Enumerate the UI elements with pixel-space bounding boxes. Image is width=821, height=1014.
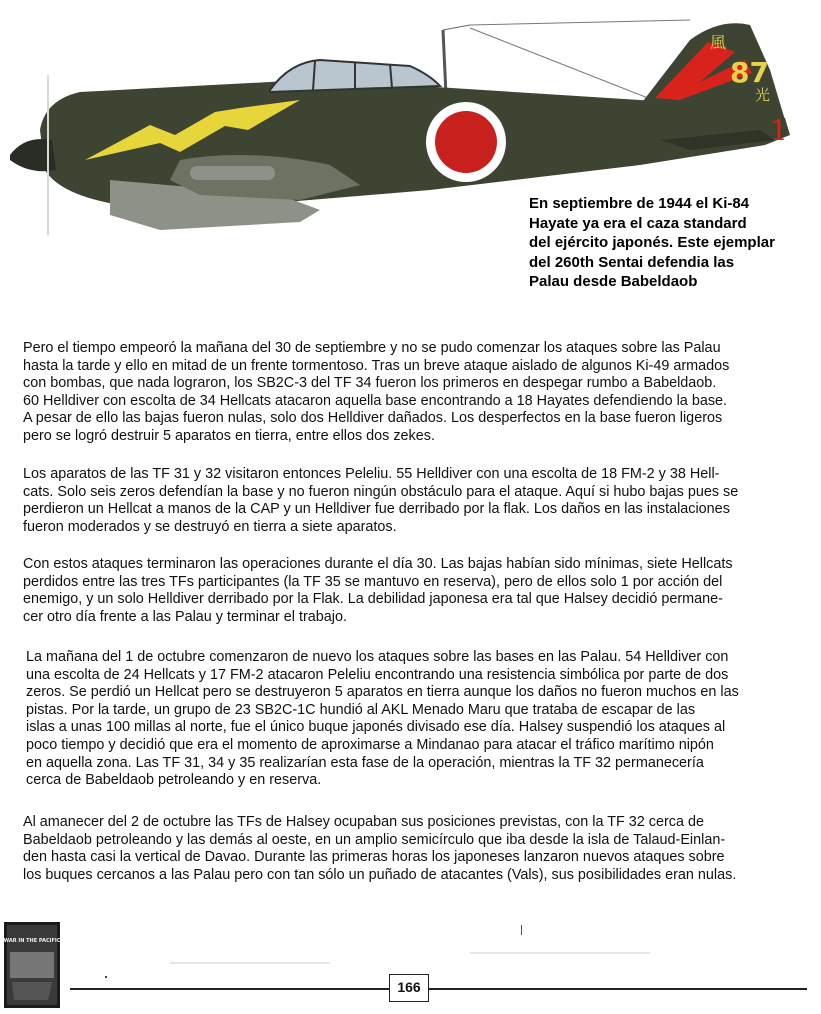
paragraph-line: con bombas, que nada lograron, los SB2C-3 del TF 34 fueron los primeros en despegar rumbo a Babeldaob. [23,375,717,392]
paragraph-line: Con estos ataques terminaron las operaciones durante el día 30. Las bajas habían sido mínimas, siete Hellcats [23,556,733,572]
paragraph-line: Babeldaob petroleando y las demás al oeste, en un amplio semicírculo que iba desde la isla de Talaud-Einlan- [23,831,726,848]
page-number: 166 [389,974,429,1002]
paragraph-line: A pesar de ello las bajas fueron nulas, solo dos Helldiver dañados. Los desperfectos en la base fueron ligeros [23,410,723,427]
paragraph-line: los buques cercanos a las Palau pero con tan sólo un puñado de atacantes (Vals), sus posibilidades eran nulas. [23,866,737,883]
hinomaru-red [435,111,497,173]
antenna-wire [443,25,470,30]
scan-artifact [470,952,650,954]
caption-line: del ejército japonés. Este ejemplar [529,234,775,251]
caption-line: Hayate ya era el caza standard [529,214,747,232]
paragraph-line: en aquella zona. Las TF 31, 34 y 35 realizarían esta fase de la operación, mientras la TF 32 permanecería [26,754,704,771]
paragraph-line: den hasta casi la vertical de Davao. Durante las primeras horas los japoneses lanzaron nuevos ataques sobre [23,849,725,866]
footer-rule [70,988,807,990]
paragraph-line: fueron moderados y se destruyó en tierra a siete aparatos. [23,518,397,535]
scan-artifact [170,962,330,964]
body-paragraph [23,814,798,884]
antenna-wire-aft [470,20,690,25]
paragraph-line: perdidos entre las tres TFs participantes (la TF 35 se mantuvo en reserva), pero de ellos solo 1 por acción del [23,573,723,590]
tail-kanji-top: 風 [710,33,727,52]
paragraph-line: perdieron un Hellcat a manos de la CAP y un Helldiver fue derribado por la flak. Los daños en las instalaciones [23,501,730,518]
paragraph-line: La mañana del 1 de octubre comenzaron de nuevo los ataques sobre las bases en las Palau. 54 Helldiver con [26,649,729,665]
propeller-spinner [10,139,56,171]
antenna-wire-rear [470,28,648,98]
paragraph-line: poco tiempo y decidió que era el momento de aproximarse a Mindanao para atacar el tráfico marítimo nipón [26,736,714,753]
scan-dot [105,976,107,978]
paragraph-line: Los aparatos de las TF 31 y 32 visitaron entonces Peleliu. 55 Helldiver con una escolta de 18 FM-2 y 38 Hell- [23,466,720,482]
paragraph-line: cats. Solo seis zeros defendían la base y no fueron ningún obstáculo para el ataque. Aquí si hubo bajas pues se [23,483,739,500]
paragraph-line: pero se logró destruir 5 aparatos en tierra, entre ellos dos zekes. [23,427,435,444]
paragraph-line: zeros. Se perdió un Hellcat pero se destruyeron 5 aparatos en tierra aunque los daños no fueron muchos en las [26,684,739,701]
caption-line: del 260th Sentai defendia las [529,253,735,271]
body-paragraph [23,556,798,626]
paragraph-line: 60 Helldiver con escolta de 34 Hellcats atacaron aquella base encontrando a 18 Hayates defendiendo la base. [23,392,728,409]
paragraph-line: Pero el tiempo empeoró la mañana del 30 de septiembre y no se pudo comenzar los ataques sobre las Palau [23,340,721,356]
paragraph-line: islas a unas 100 millas al norte, fue el único buque japonés divisado ese día. Halsey suspendió los ataques al [26,719,726,736]
fuselage-number: 1 [770,114,788,147]
scan-mark [521,925,522,935]
body-paragraph [23,340,798,446]
caption-line: Palau desde Babeldaob [529,273,698,290]
paragraph-line: cerca de Babeldaob petroleando y en reserva. [26,772,322,789]
antenna-mast [443,30,446,95]
paragraph-line: cer otro día frente a las Palau y terminar el trabajo. [23,608,347,625]
book-cover-thumbnail [4,922,60,1008]
tail-kanji-side: 光 [755,86,771,104]
paragraph-line: pistas. Por la tarde, un grupo de 23 SB2C-1C hundió al AKL Menado Maru que trataba de escapar de las [26,701,696,718]
body-paragraph [23,466,798,536]
body-paragraph [26,649,801,790]
paragraph-line: Al amanecer del 2 de octubre las TFs de Halsey ocupaban sus posiciones previstas, con la TF 32 cerca de [23,814,704,830]
book-cover-title: WAR IN THE PACIFIC [4,938,60,944]
illustration-caption [529,194,809,292]
paragraph-line: hasta la tarde y ello en mitad de un frente tormentoso. Tras un breve ataque aislado de algunos Ki-49 armados [23,357,730,374]
paragraph-line: una escolta de 24 Hellcats y 17 FM-2 atacaron Peleliu encontrando una resistencia simbólica por parte de dos [26,666,729,683]
paragraph-line: enemigo, y un solo Helldiver derribado por la Flak. La debilidad japonesa era tal que Halsey decidió permane- [23,591,723,608]
tail-code: 87 [730,56,769,89]
caption-line: En septiembre de 1944 el Ki-84 [529,195,750,212]
